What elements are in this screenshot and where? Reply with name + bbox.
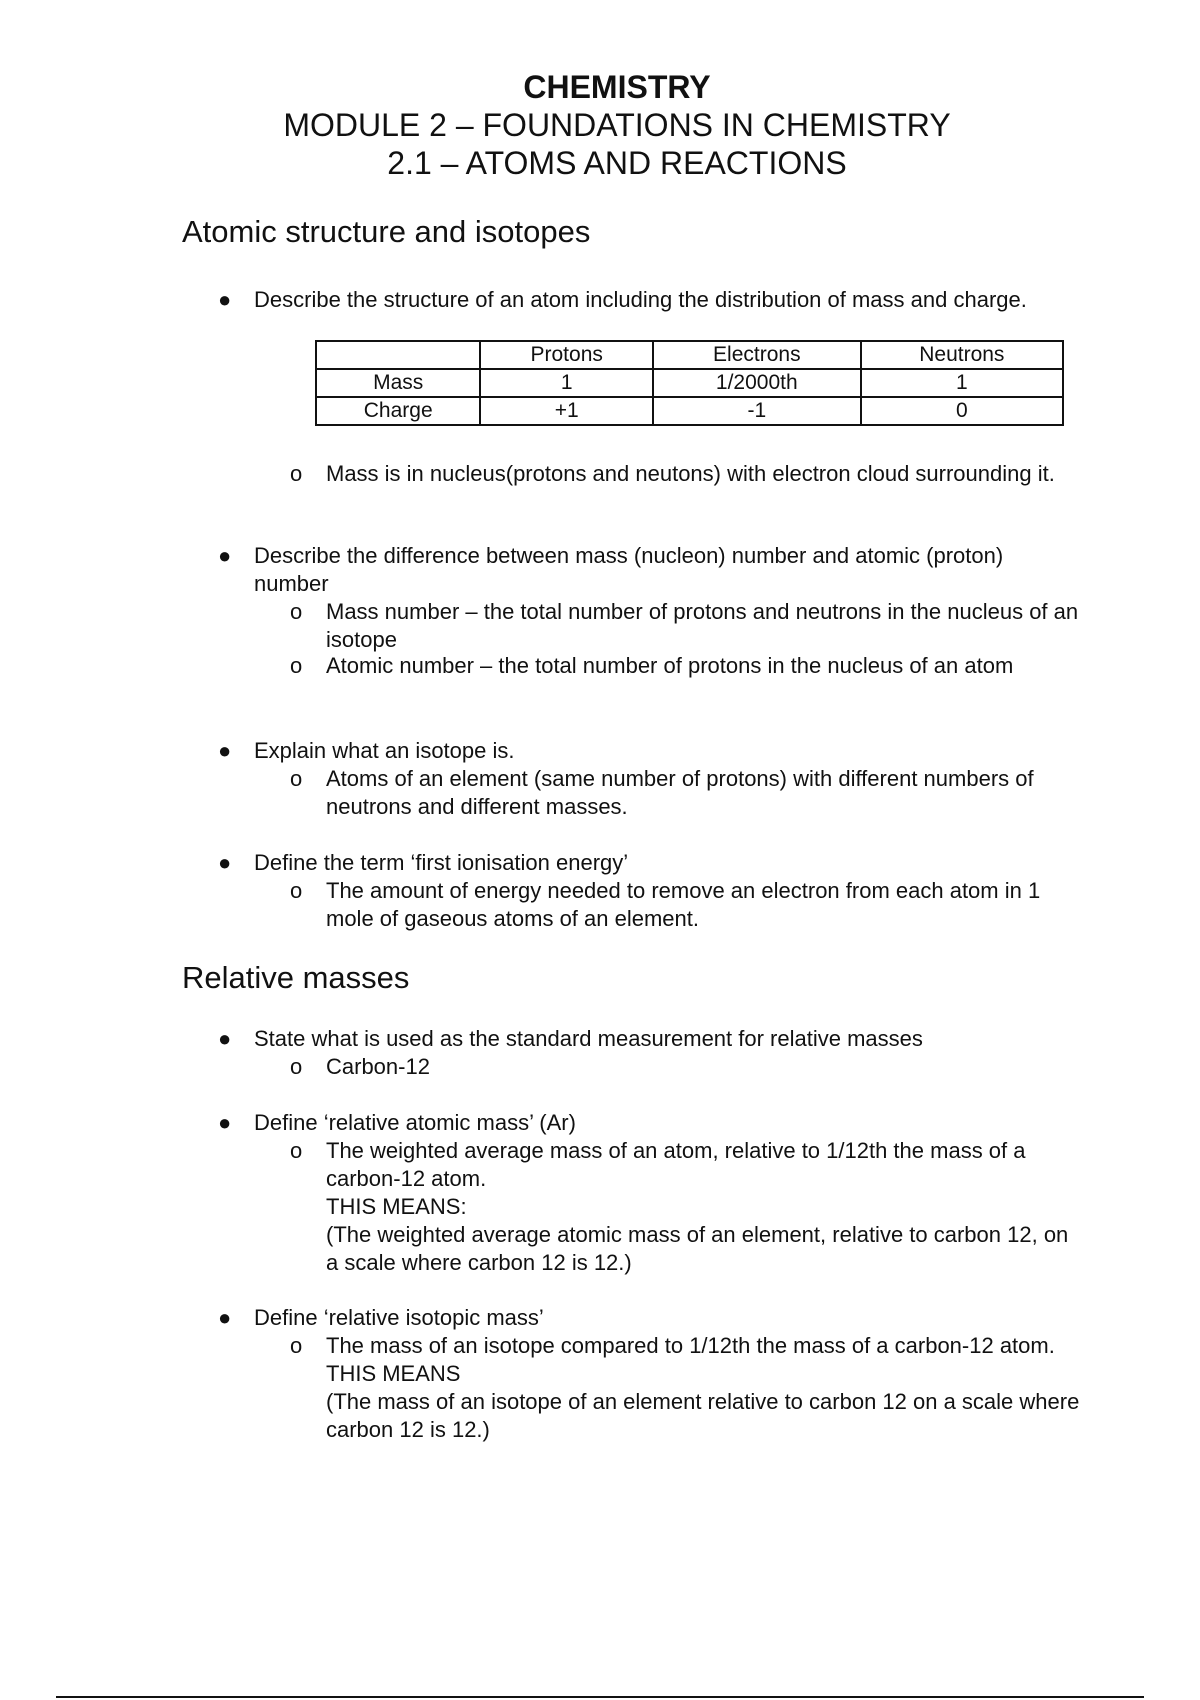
this-means-label: THIS MEANS [326, 1361, 461, 1386]
particle-properties-table [315, 340, 1064, 426]
table-header-cell: Protons [480, 341, 653, 369]
this-means-label: THIS MEANS: [326, 1194, 467, 1219]
definition-text: The weighted average mass of an atom, relative to 1/12th the mass of a carbon-12 atom. [326, 1138, 1026, 1191]
sub-bullet-icon: o [290, 1333, 303, 1358]
sub-bullet-icon: o [290, 1138, 303, 1163]
topic-title: 2.1 – ATOMS AND REACTIONS [387, 145, 847, 181]
table-cell: 1 [861, 369, 1063, 397]
bullet-text: Describe the difference between mass (nucleon) number and atomic (proton) number [254, 543, 1004, 596]
table-header-cell: Electrons [653, 341, 861, 369]
module-title: MODULE 2 – FOUNDATIONS IN CHEMISTRY [283, 107, 951, 143]
bullet-text: Describe the structure of an atom including the distribution of mass and charge. [254, 287, 1027, 312]
sub-bullet-text: Carbon-12 [326, 1054, 430, 1079]
bullet-icon: ● [218, 287, 232, 312]
sub-bullet-icon: o [290, 461, 303, 486]
table-header-cell [316, 341, 480, 369]
table-header-cell: Neutrons [861, 341, 1063, 369]
bullet-text: Define ‘relative isotopic mass’ [254, 1305, 544, 1330]
sub-bullet-icon: o [290, 766, 303, 791]
section-heading-relative-masses: Relative masses [182, 960, 410, 995]
bullet-icon: ● [218, 850, 232, 875]
sub-bullet-text: Atoms of an element (same number of protons) with different numbers of neutrons and different masses. [326, 766, 1034, 819]
bullet-icon: ● [218, 1110, 232, 1135]
section-heading-atomic-structure: Atomic structure and isotopes [182, 214, 591, 249]
bullet-text: Define ‘relative atomic mass’ (Ar) [254, 1110, 576, 1135]
table-cell: 0 [861, 397, 1063, 425]
sub-bullet-text: Atomic number – the total number of protons in the nucleus of an atom [326, 653, 1014, 678]
bullet-text: Explain what an isotope is. [254, 738, 515, 763]
table-cell: +1 [480, 397, 653, 425]
sub-bullet-text: Mass number – the total number of protons and neutrons in the nucleus of an isotope [326, 599, 1079, 652]
table-header-row [316, 341, 1063, 369]
title-block [0, 68, 1200, 182]
bullet-icon: ● [218, 738, 232, 763]
sub-bullet-text [326, 1332, 1080, 1444]
table-cell: -1 [653, 397, 861, 425]
bullet-text: Define the term ‘first ionisation energy’ [254, 850, 629, 875]
sub-bullet-text: Mass is in nucleus(protons and neutons) with electron cloud surrounding it. [326, 461, 1055, 486]
definition-text: The mass of an isotope compared to 1/12th the mass of a carbon-12 atom. [326, 1333, 1055, 1358]
sub-bullet-text: The amount of energy needed to remove an electron from each atom in 1 mole of gaseous atoms of an element. [326, 878, 1041, 931]
explanation-text: (The weighted average atomic mass of an element, relative to carbon 12, on a scale where carbon 12 is 12.) [326, 1222, 1069, 1275]
sub-bullet-icon: o [290, 1054, 303, 1079]
explanation-text: (The mass of an isotope of an element relative to carbon 12 on a scale where carbon 12 is 12.) [326, 1389, 1080, 1442]
bullet-icon: ● [218, 1305, 232, 1330]
footer-divider [56, 1696, 1144, 1698]
sub-bullet-text [326, 1137, 1080, 1277]
sub-bullet-icon: o [290, 653, 303, 678]
table-cell: Mass [316, 369, 480, 397]
table-row [316, 369, 1063, 397]
bullet-icon: ● [218, 543, 232, 568]
bullet-icon: ● [218, 1026, 232, 1051]
bullet-text: State what is used as the standard measurement for relative masses [254, 1026, 923, 1051]
page-title: CHEMISTRY [523, 69, 711, 105]
table-cell: Charge [316, 397, 480, 425]
table-cell: 1/2000th [653, 369, 861, 397]
sub-bullet-icon: o [290, 878, 303, 903]
table-row [316, 397, 1063, 425]
sub-bullet-icon: o [290, 599, 303, 624]
table-cell: 1 [480, 369, 653, 397]
